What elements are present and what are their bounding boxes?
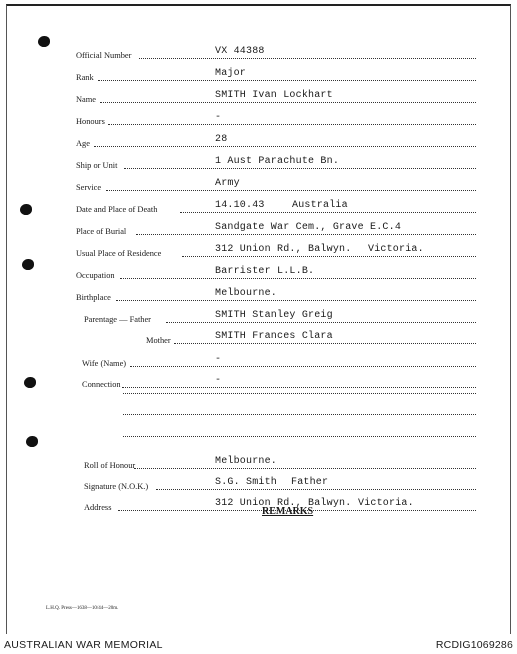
usual-residence-value: 312 Union Rd., Balwyn. [215,244,352,255]
birthplace-line [116,300,476,301]
service-label: Service [76,183,102,192]
birthplace-row [76,286,476,304]
occupation-label: Occupation [76,271,115,280]
occupation-line [120,278,476,279]
occupation-value: Barrister L.L.B. [215,266,315,277]
age-label: Age [76,139,90,148]
parentage-father-label: Parentage — Father [84,315,151,324]
place-of-burial-value: Sandgate War Cem., Grave E.C.4 [215,222,402,233]
signature-value: S.G. Smith [215,477,278,488]
official-number-line [139,58,476,59]
roll-of-honour-line [134,468,476,469]
connection-extra-line-1 [123,393,476,394]
connection-extra-line-3 [123,436,476,437]
mother-label: Mother [146,336,171,345]
place-of-burial-label: Place of Burial [76,227,127,236]
official-number-row [76,44,476,62]
ship-or-unit-label: Ship or Unit [76,161,118,170]
name-row [76,88,476,106]
signature-row [76,475,476,493]
wife-value: - [215,354,222,365]
signature-line [156,489,476,490]
official-number-value: VX 44388 [215,46,265,57]
signature-label: Signature (N.O.K.) [84,482,149,491]
mother-value: SMITH Frances Clara [215,331,333,342]
parentage-father-row [76,308,476,326]
honours-label: Honours [76,117,105,126]
usual-residence-line [182,256,476,257]
connection-label: Connection [82,380,121,389]
parentage-father-value: SMITH Stanley Greig [215,310,333,321]
honours-line [108,124,476,125]
mother-line [174,343,476,344]
signature-relation: Father [291,477,329,488]
connection-row [76,373,476,391]
honours-value: - [215,112,222,123]
address-state: Victoria. [358,498,414,509]
ship-or-unit-value: 1 Aust Parachute Bn. [215,156,340,167]
wife-line [130,366,476,367]
footer-record-id: RCDIG1069286 [435,639,513,651]
connection-line [122,387,476,388]
footer-bar [0,636,517,654]
rank-label: Rank [76,73,94,82]
footer-source: AUSTRALIAN WAR MEMORIAL [4,639,163,651]
ship-or-unit-row [76,154,476,172]
roll-of-honour-row [76,454,476,472]
binder-hole-1 [38,36,50,47]
birthplace-label: Birthplace [76,293,111,302]
date-of-death-value: 14.10.43 [215,200,265,211]
occupation-row [76,264,476,282]
mother-row [76,329,476,347]
address-value: 312 Union Rd., Balwyn. [215,498,352,509]
binder-hole-5 [26,436,38,447]
name-line [100,102,476,103]
usual-residence-label: Usual Place of Residence [76,249,162,258]
binder-hole-3 [22,259,34,270]
wife-label: Wife (Name) [82,359,127,368]
honours-row [76,110,476,128]
usual-residence-row [76,242,476,260]
name-label: Name [76,95,96,104]
roll-of-honour-value: Melbourne. [215,456,278,467]
date-place-death-label: Date and Place of Death [76,205,158,214]
age-line [94,146,476,147]
binder-hole-4 [24,377,36,388]
birthplace-value: Melbourne. [215,288,278,299]
roll-of-honour-label: Roll of Honour [84,461,136,470]
connection-value: - [215,375,222,386]
place-of-burial-line [136,234,476,235]
date-place-death-line [180,212,476,213]
wife-row [76,352,476,370]
service-row [76,176,476,194]
ship-or-unit-line [124,168,476,169]
binder-hole-2 [20,204,32,215]
rank-row [76,66,476,84]
place-of-burial-row [76,220,476,238]
connection-extra-line-2 [123,414,476,415]
place-of-death-value: Australia [292,200,348,211]
remarks-heading: REMARKS [262,506,314,517]
rank-value: Major [215,68,247,79]
press-note: L.H.Q. Press—1638—10/44—20m. [46,606,119,611]
age-value: 28 [215,134,228,145]
service-value: Army [215,178,240,189]
rank-line [98,80,476,81]
address-label: Address [84,503,112,512]
parentage-father-line [166,322,476,323]
service-line [106,190,476,191]
usual-residence-state: Victoria. [368,244,424,255]
official-number-label: Official Number [76,51,132,60]
name-value: SMITH Ivan Lockhart [215,90,333,101]
date-place-death-row [76,198,476,216]
age-row [76,132,476,150]
